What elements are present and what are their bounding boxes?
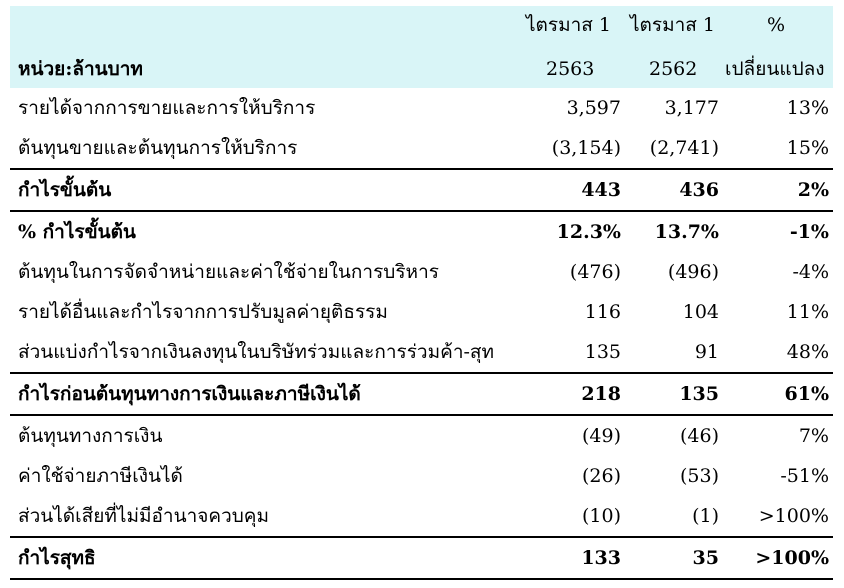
row-label: ต้นทุนในการจัดจำหน่ายและค่าใช้จ่ายในการบริหาร xyxy=(18,261,439,283)
col1-header-line1: ไตรมาส 1 xyxy=(526,14,612,36)
unit-label: หน่วย:ล้านบาท xyxy=(18,58,143,80)
row-value-change: >100% xyxy=(755,547,829,569)
col3-header-line2: เปลี่ยนแปลง xyxy=(725,58,825,80)
row-value-change: -4% xyxy=(792,261,829,283)
col2-header-line2: 2562 xyxy=(649,58,698,80)
row-value-q1-2562: (53) xyxy=(679,465,719,487)
row-value-q1-2562: (496) xyxy=(667,261,719,283)
table-row xyxy=(10,252,833,292)
row-value-q1-2563: (26) xyxy=(581,465,621,487)
row-value-q1-2563: 116 xyxy=(584,301,621,323)
row-label: ส่วนได้เสียที่ไม่มีอำนาจควบคุม xyxy=(18,505,270,527)
row-value-change: -51% xyxy=(780,465,829,487)
row-label: ส่วนแบ่งกำไรจากเงินลงทุนในบริษัทร่วมและการร่วมค้า-สุท xyxy=(18,341,495,363)
row-value-q1-2563: (3,154) xyxy=(551,137,621,159)
table-row xyxy=(10,332,833,372)
row-value-q1-2563: (10) xyxy=(581,505,621,527)
col1-header-line2: 2563 xyxy=(546,58,595,80)
row-value-q1-2562: 135 xyxy=(679,383,719,405)
row-value-q1-2562: 436 xyxy=(679,179,719,201)
row-value-q1-2563: 3,597 xyxy=(566,97,621,119)
row-value-q1-2563: 443 xyxy=(581,179,621,201)
table-header xyxy=(10,6,833,88)
row-value-change: 15% xyxy=(786,137,829,159)
table-row xyxy=(10,496,833,536)
row-value-change: 7% xyxy=(798,425,829,447)
row-value-q1-2562: 35 xyxy=(692,547,719,569)
row-value-change: 48% xyxy=(786,341,829,363)
row-label: ค่าใช้จ่ายภาษีเงินได้ xyxy=(18,465,183,487)
row-label: รายได้อื่นและกำไรจากการปรับมูลค่ายุติธรรม xyxy=(18,301,388,323)
row-value-q1-2563: 12.3% xyxy=(556,221,621,243)
row-value-change: 61% xyxy=(784,383,829,405)
table-row xyxy=(10,456,833,496)
row-value-q1-2563: 135 xyxy=(584,341,621,363)
table-row-net-profit xyxy=(10,536,833,580)
table-row xyxy=(10,416,833,456)
row-value-q1-2562: 13.7% xyxy=(654,221,719,243)
table-row xyxy=(10,88,833,128)
row-value-q1-2563: 218 xyxy=(581,383,621,405)
row-value-q1-2562: (46) xyxy=(679,425,719,447)
row-value-q1-2563: (49) xyxy=(581,425,621,447)
row-label: % กำไรขั้นต้น xyxy=(18,221,136,243)
row-label: รายได้จากการขายและการให้บริการ xyxy=(18,97,316,119)
row-value-change: -1% xyxy=(789,221,829,243)
row-value-q1-2562: (1) xyxy=(692,505,719,527)
row-value-change: >100% xyxy=(758,505,829,527)
financial-table xyxy=(10,6,833,580)
table-row-ebit xyxy=(10,372,833,416)
row-value-change: 2% xyxy=(797,179,829,201)
row-value-q1-2563: 133 xyxy=(581,547,621,569)
row-value-q1-2562: 91 xyxy=(694,341,719,363)
row-label: ต้นทุนทางการเงิน xyxy=(18,425,163,447)
table-row xyxy=(10,128,833,168)
table-row xyxy=(10,292,833,332)
row-value-change: 13% xyxy=(786,97,829,119)
col2-header-line1: ไตรมาส 1 xyxy=(630,14,716,36)
row-value-q1-2563: (476) xyxy=(569,261,621,283)
row-label: กำไรขั้นต้น xyxy=(18,179,112,201)
row-value-q1-2562: (2,741) xyxy=(649,137,719,159)
row-value-q1-2562: 104 xyxy=(682,301,719,323)
row-value-q1-2562: 3,177 xyxy=(664,97,719,119)
row-label: กำไรสุทธิ xyxy=(18,547,96,569)
row-label: กำไรก่อนต้นทุนทางการเงินและภาษีเงินได้ xyxy=(18,383,361,405)
table-row-gross-profit xyxy=(10,168,833,210)
col3-header-line1: % xyxy=(767,14,786,36)
table-row-gross-margin xyxy=(10,210,833,252)
row-value-change: 11% xyxy=(786,301,829,323)
row-label: ต้นทุนขายและต้นทุนการให้บริการ xyxy=(18,137,298,159)
